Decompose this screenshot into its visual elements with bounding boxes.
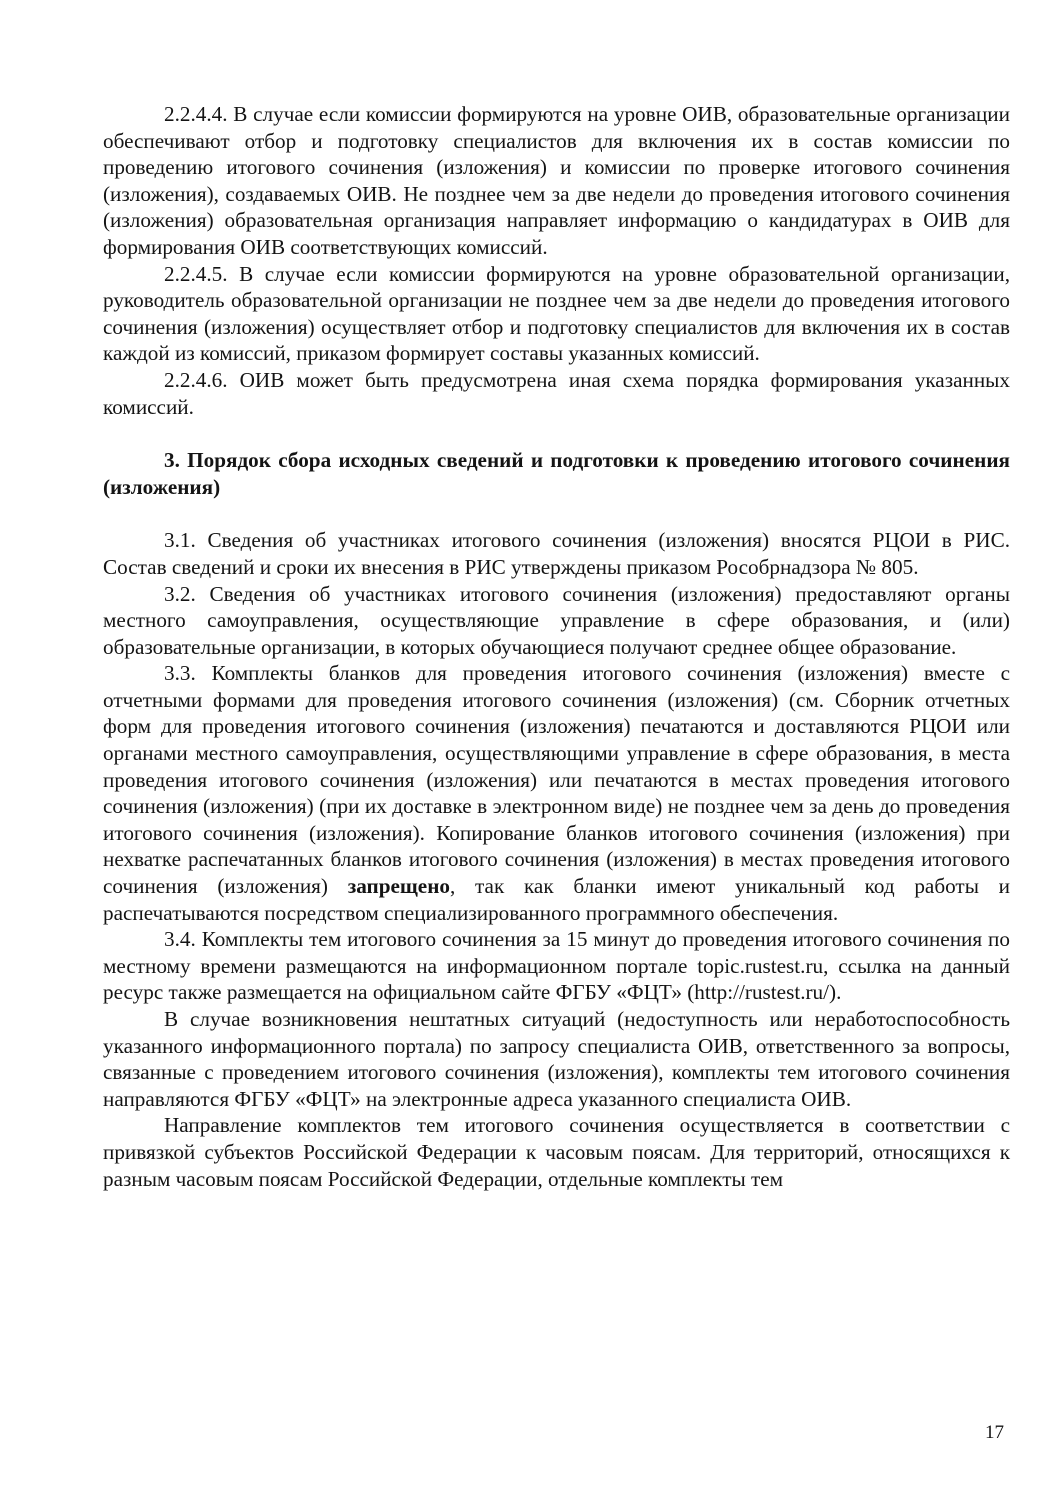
page-number: 17 bbox=[985, 1422, 1004, 1443]
paragraph-2-2-4-6: 2.2.4.6. ОИВ может быть предусмотрена иная схема порядка формирования указанных комиссий. bbox=[103, 367, 1010, 419]
paragraph-emergency: В случае возникновения нештатных ситуаций (недоступность или неработоспособность указанного информационного портала) по запросу специалиста ОИВ, ответственного за вопросы, связанные с проведением итогового сочинения (изложения), комплекты тем итогового сочинения направляются ФГБУ «ФЦТ» на электронные адреса указанного специалиста ОИВ. bbox=[103, 1007, 1010, 1111]
document-page bbox=[103, 101, 1010, 1192]
paragraph-3-1: 3.1. Сведения об участниках итогового сочинения (изложения) вносятся РЦОИ в РИС. Состав сведений и сроки их внесения в РИС утверждены приказом Рособрнадзора № 805. bbox=[103, 528, 1010, 579]
section-heading-3: 3. Порядок сбора исходных сведений и подготовки к проведению итогового сочинения (изложения) bbox=[103, 448, 1010, 499]
paragraph-2-2-4-4: 2.2.4.4. В случае если комиссии формируются на уровне ОИВ, образовательные организации обеспечивают отбор и подготовку специалистов для включения их в состав комиссии по проведению итогового сочинения (изложения) и комиссии по проверке итогового сочинения (изложения), создаваемых ОИВ. Не позднее чем за две недели до проведения итогового сочинения (изложения) образовательная организация направляет информацию о кандидатурах в ОИВ для формирования ОИВ соответствующих комиссий. bbox=[103, 102, 1010, 259]
paragraph-3-3 bbox=[103, 660, 1010, 926]
paragraph-3-3-bold-forbidden: запрещено bbox=[347, 874, 451, 899]
paragraph-3-3-text-start: 3.3. Комплекты бланков для проведения итогового сочинения (изложения) вместе с отчетными формами для проведения итогового сочинения (изложения) (см. Сборник отчетных форм для проведения итогового сочинения (изложения) печатаются и доставляются РЦОИ или органами местного самоуправления, осуществляющими управление в сфере образования, в места проведения итогового сочинения (изложения) или печатаются в местах проведения итогового сочинения (изложения) (при их доставке в электронном виде) не позднее чем за день до проведения итогового сочинения (изложения). Копирование бланков итогового сочинения (изложения) при нехватке распечатанных бланков итогового сочинения (изложения) в местах проведения итогового сочинения (изложения) bbox=[103, 661, 1010, 899]
paragraph-timezones: Направление комплектов тем итогового сочинения осуществляется в соответствии с привязкой субъектов Российской Федерации к часовым поясам. Для территорий, относящихся к разным часовым поясам Российской Федерации, отдельные комплекты тем bbox=[103, 1113, 1010, 1191]
paragraph-3-3-text-end: , так как бланки имеют уникальный код работы и распечатываются посредством специализированного программного обеспечения. bbox=[103, 874, 1010, 925]
paragraph-3-2: 3.2. Сведения об участниках итогового сочинения (изложения) предоставляют органы местного самоуправления, осуществляющие управление в сфере образования, и (или) образовательные организации, в которых обучающиеся получают среднее общее образование. bbox=[103, 581, 1010, 659]
paragraph-3-4: 3.4. Комплекты тем итогового сочинения за 15 минут до проведения итогового сочинения по местному времени размещаются на информационном портале topic.rustest.ru, ссылка на данный ресурс также размещается на официальном сайте ФГБУ «ФЦТ» (http://rustest.ru/). bbox=[103, 927, 1010, 1005]
paragraph-2-2-4-5: 2.2.4.5. В случае если комиссии формируются на уровне образовательной организации, руководитель образовательной организации не позднее чем за две недели до проведения итогового сочинения (изложения) осуществляет отбор и подготовку специалистов для включения их в состав каждой из комиссий, приказом формирует составы указанных комиссий. bbox=[103, 261, 1010, 366]
